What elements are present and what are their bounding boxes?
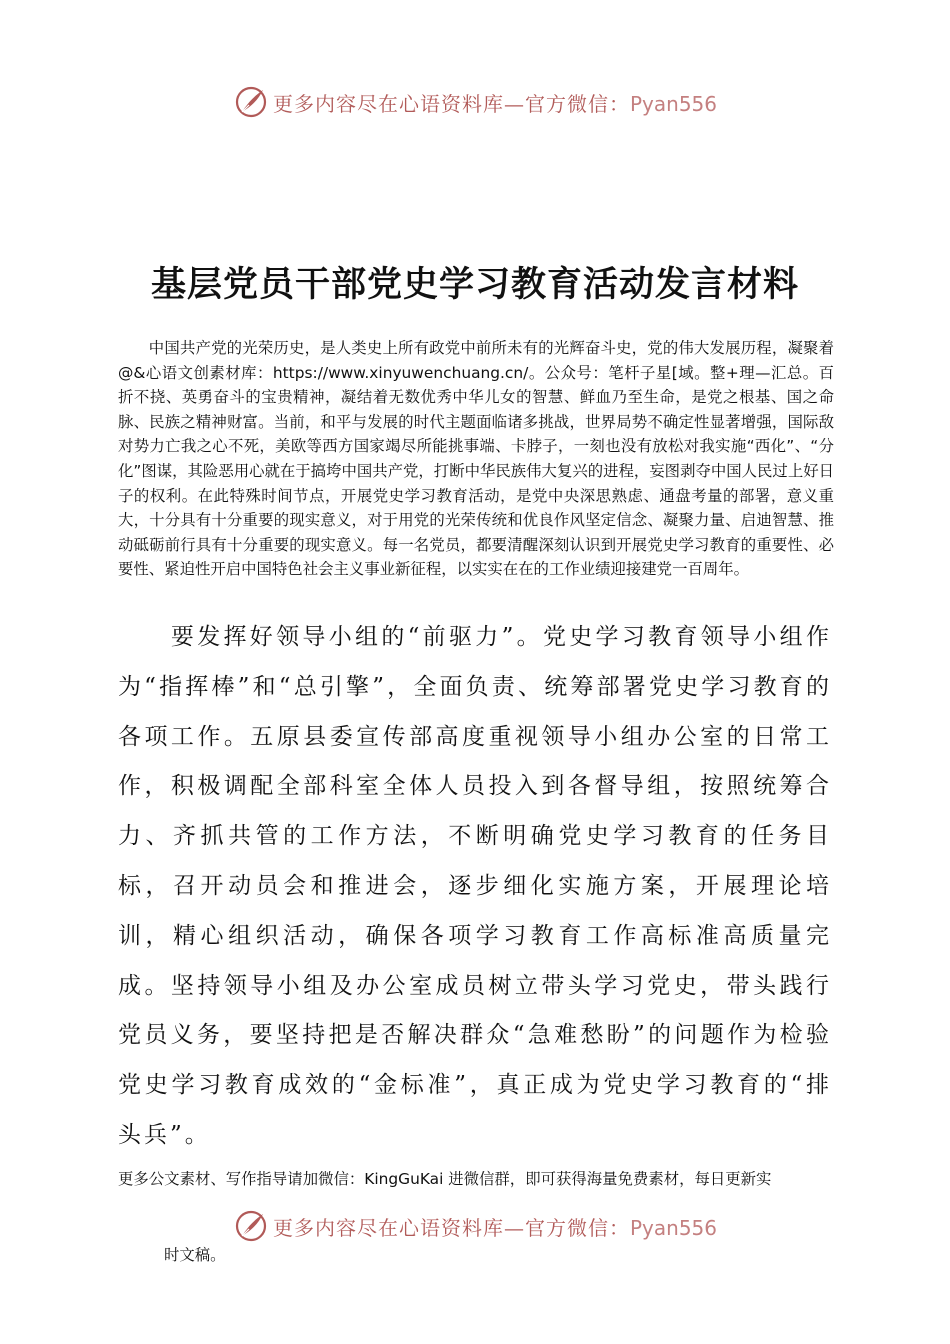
quill-pen-icon	[233, 84, 269, 120]
watermark-text: 更多内容尽在心语资料库—官方微信：Pyan556	[272, 91, 717, 116]
main-paragraph: 要发挥好领导小组的“前驱力”。党史学习教育领导小组作为“指挥棒”和“总引擎”，全面负责、统筹部署党史学习教育的各项工作。五原县委宣传部高度重视领导小组办公室的日常工作，积极调配全部科室全体人员投入到各督导组，按照统筹合力、齐抓共管的工作方法，不断明确党史学习教育的任务目标，召开动员会和推进会，逐步细化实施方案，开展理论培训，精心组织活动，确保各项学习教育工作高标准高质量完成。坚持领导小组及办公室成员树立带头学习党史，带头践行党员义务，要坚持把是否解决群众“急难愁盼”的问题作为检验党史学习教育成效的“金标准”，真正成为党史学习教育的“排头兵”。	[118, 624, 832, 1148]
document-title: 基层党员干部党史学习教育活动发言材料	[150, 264, 799, 305]
watermark-footer	[0, 1206, 950, 1246]
footer-tail-text: 时文稿。	[164, 1246, 226, 1264]
watermark-contact: Pyan556	[629, 91, 717, 116]
watermark-text: 更多内容尽在心语资料库—官方微信：Pyan556	[272, 1215, 717, 1240]
quill-pen-icon	[233, 1208, 269, 1244]
intro-paragraph: 中国共产党的光荣历史，是人类史上所有政党中前所未有的光辉奋斗史，党的伟大发展历程，凝聚着@&心语文创素材库：https://www.xinyuwenchuang.cn/。公众号：笔杆子星[域。整+理—汇总。百折不挠、英勇奋斗的宝贵精神，凝结着无数优秀中华儿女的智慧、鲜血乃至生命，是党之根基、国之命脉、民族之精神财富。当前，和平与发展的时代主题面临诸多挑战，世界局势不确定性显著增强，国际敌对势力亡我之心不死，美欧等西方国家竭尽所能挑事端、卡脖子，一刻也没有放松对我实施“西化”、“分化”图谋，其险恶用心就在于搞垮中国共产党，打断中华民族伟大复兴的进程，妄图剥夺中国人民过上好日子的权利。在此特殊时间节点，开展党史学习教育活动，是党中央深思熟虑、通盘考量的部署，意义重大，十分具有十分重要的现实意义，对于用党的光荣传统和优良作风坚定信念、凝聚力量、启迪智慧、推动砥砺前行具有十分重要的现实意义。每一名党员，都要清醒深刻认识到开展党史学习教育的重要性、必要性、紧迫性开启中国特色社会主义事业新征程，以实实在在的工作业绩迎接建党一百周年。	[118, 339, 834, 579]
watermark-contact: Pyan556	[629, 1215, 717, 1240]
footer-promo-line: 更多公文素材、写作指导请加微信：KingGuKai 进微信群，即可获得海量免费素材，每日更新实	[118, 1170, 772, 1188]
watermark-header	[0, 82, 950, 122]
